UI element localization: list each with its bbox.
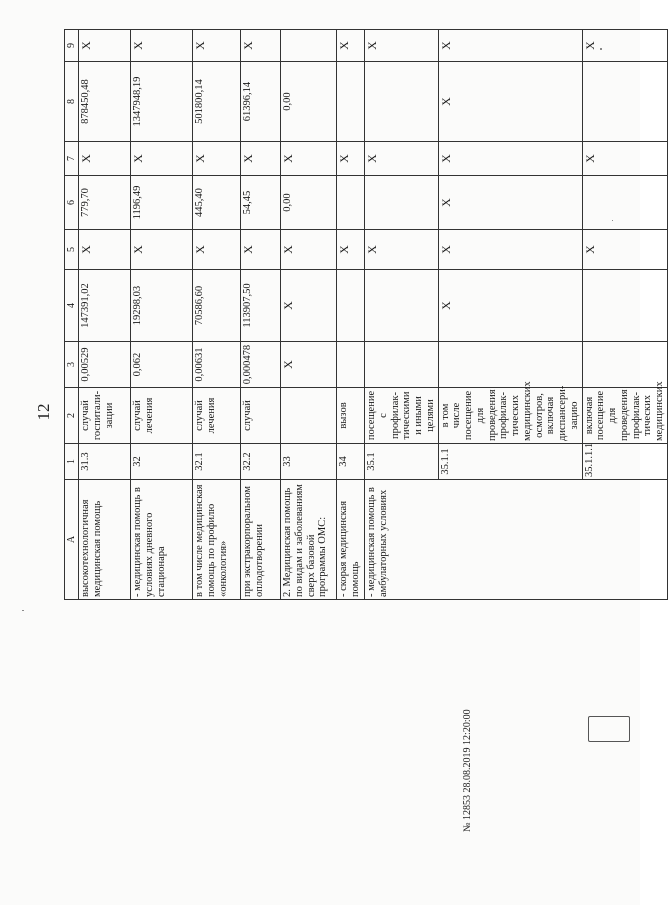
cell-3: X: [281, 342, 337, 388]
cell-8: 61396,14: [241, 62, 281, 142]
row-name: в том числе медицинская помощь по профилю «онкология»: [193, 480, 241, 600]
table-row: [131, 30, 193, 600]
row-unit: случай: [241, 388, 281, 444]
cell-9: X: [241, 30, 281, 62]
header-cell: 3: [65, 342, 79, 388]
cell-5: X: [438, 230, 582, 270]
row-number: 34: [337, 444, 365, 480]
cell-5: X: [582, 230, 667, 270]
cell-7: X: [193, 142, 241, 176]
cell-7: X: [131, 142, 193, 176]
cell-8: 1347948,19: [131, 62, 193, 142]
cell-8: 501800,14: [193, 62, 241, 142]
cell-6: [365, 176, 439, 230]
row-number: 33: [281, 444, 337, 480]
cell-3: 0,000478: [241, 342, 281, 388]
cell-4: [337, 270, 365, 342]
cell-7: X: [365, 142, 439, 176]
cell-3: [365, 342, 439, 388]
scan-speck: [612, 220, 613, 221]
cell-7: X: [241, 142, 281, 176]
cell-7: X: [438, 142, 582, 176]
row-unit: случай лечения: [193, 388, 241, 444]
row-name: 2. Медицинская помощь по видам и заболеваниям сверх базовой программы ОМС:: [281, 480, 337, 600]
row-name: - медицинская помощь в условиях дневного стационара: [131, 480, 193, 600]
scan-speck: [22, 610, 24, 611]
document-footer: № 12853 28.08.2019 12:20:00: [462, 709, 473, 832]
row-unit: включая посещение для проведения профилак-тических медицинских: [582, 388, 667, 444]
cell-3: 0,062: [131, 342, 193, 388]
cell-6: 54,45: [241, 176, 281, 230]
cell-3: [438, 342, 582, 388]
cell-9: X: [365, 30, 439, 62]
consultant-stamp: [588, 716, 630, 742]
cell-8: 0,00: [281, 62, 337, 142]
cell-6: 1196,49: [131, 176, 193, 230]
cell-9: X: [582, 30, 667, 62]
cell-4: 147391,02: [79, 270, 131, 342]
row-unit: случай лечения: [131, 388, 193, 444]
cell-5: X: [365, 230, 439, 270]
funding-table: [64, 29, 668, 600]
cell-5: X: [281, 230, 337, 270]
page-number: 12: [34, 403, 53, 421]
cell-6: 779,70: [79, 176, 131, 230]
row-name: при экстракорпоральном оплодотворении: [241, 480, 281, 600]
table-row: [337, 30, 365, 600]
cell-3: [337, 342, 365, 388]
row-number: 32.2: [241, 444, 281, 480]
cell-7: X: [79, 142, 131, 176]
cell-8: [365, 62, 439, 142]
cell-5: X: [193, 230, 241, 270]
cell-5: X: [131, 230, 193, 270]
cell-8: [337, 62, 365, 142]
row-number: 31.3: [79, 444, 131, 480]
table-row: [241, 30, 281, 600]
cell-9: [281, 30, 337, 62]
header-cell: 9: [65, 30, 79, 62]
row-number: 32: [131, 444, 193, 480]
cell-4: 113907,50: [241, 270, 281, 342]
scan-speck: [600, 48, 602, 50]
table-row: [365, 30, 439, 600]
cell-6: [337, 176, 365, 230]
row-unit: вызов: [337, 388, 365, 444]
cell-9: X: [193, 30, 241, 62]
cell-5: X: [241, 230, 281, 270]
cell-8: X: [438, 62, 582, 142]
row-unit: в том числе посещение для проведения профилак-тических медицинских осмотров, включая диспансери-зацию: [438, 388, 582, 444]
header-cell: 5: [65, 230, 79, 270]
cell-9: X: [79, 30, 131, 62]
cell-7: X: [337, 142, 365, 176]
row-unit: посещение с профилак-тическими и иными целями: [365, 388, 439, 444]
table-row: [281, 30, 337, 600]
header-cell: 8: [65, 62, 79, 142]
cell-6: 0,00: [281, 176, 337, 230]
cell-4: [365, 270, 439, 342]
header-row: [65, 30, 79, 600]
cell-8: 878450,48: [79, 62, 131, 142]
cell-8: [582, 62, 667, 142]
cell-9: X: [131, 30, 193, 62]
cell-4: 70586,60: [193, 270, 241, 342]
table-row: [79, 30, 131, 600]
cell-5: X: [79, 230, 131, 270]
cell-4: 19298,03: [131, 270, 193, 342]
cell-6: [582, 176, 667, 230]
row-number: 32.1: [193, 444, 241, 480]
row-name: - медицинская помощь в амбулаторных условиях: [365, 480, 668, 600]
header-cell: 1: [65, 444, 79, 480]
header-cell: 6: [65, 176, 79, 230]
row-name: высокотехнологичная медицинская помощь: [79, 480, 131, 600]
header-cell: 2: [65, 388, 79, 444]
cell-3: 0,00529: [79, 342, 131, 388]
row-unit: случай госпитали-зации: [79, 388, 131, 444]
cell-4: X: [438, 270, 582, 342]
header-cell: А: [65, 480, 79, 600]
row-unit: [281, 388, 337, 444]
row-number: 35.1: [365, 444, 439, 480]
cell-5: X: [337, 230, 365, 270]
cell-9: X: [438, 30, 582, 62]
row-number: 35.1.1: [438, 444, 582, 480]
cell-6: 445,40: [193, 176, 241, 230]
cell-3: 0,00631: [193, 342, 241, 388]
cell-4: X: [281, 270, 337, 342]
header-cell: 7: [65, 142, 79, 176]
header-cell: 4: [65, 270, 79, 342]
cell-7: X: [582, 142, 667, 176]
table-row: [193, 30, 241, 600]
cell-6: X: [438, 176, 582, 230]
row-name: - скорая медицинская помощь: [337, 480, 365, 600]
rotated-table-container: [64, 30, 666, 600]
cell-4: [582, 270, 667, 342]
row-number: 35.1.1.1: [582, 444, 667, 480]
cell-9: X: [337, 30, 365, 62]
cell-7: X: [281, 142, 337, 176]
